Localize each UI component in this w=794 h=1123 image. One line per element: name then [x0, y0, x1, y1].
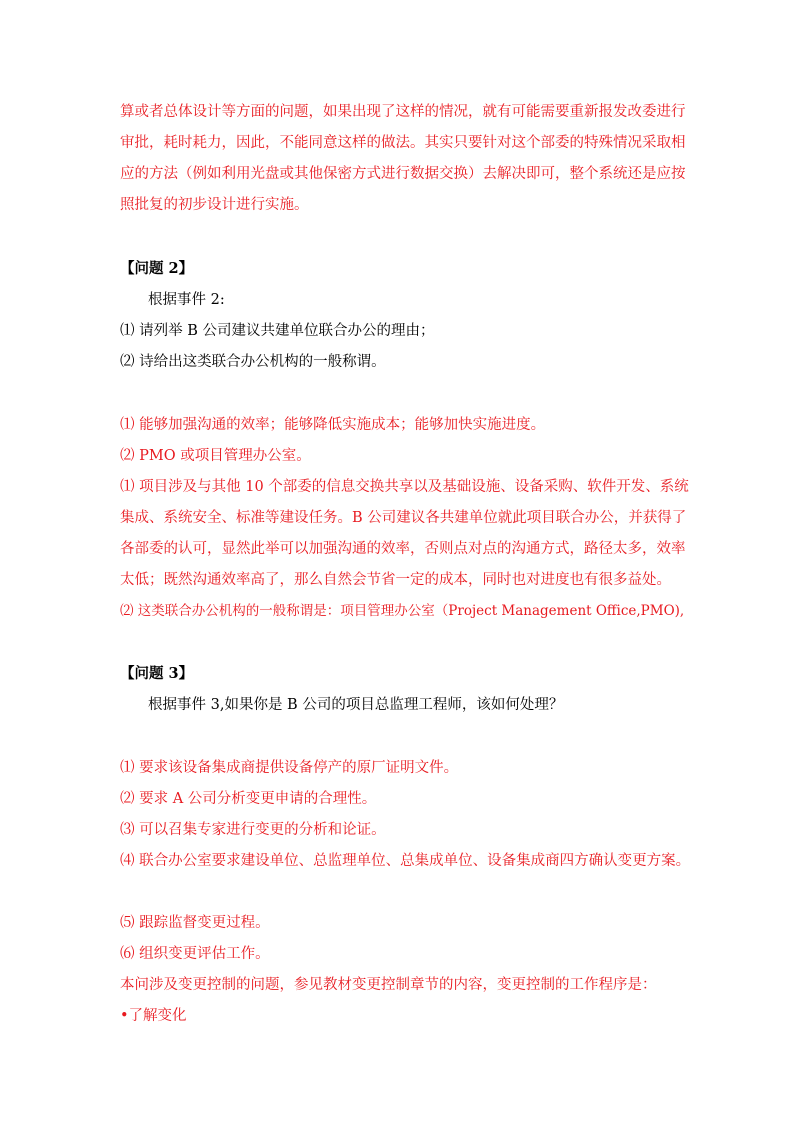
intro-answer-line-1: 算或者总体设计等方面的问题，如果出现了这样的情况，就有可能需要重新报发改委进行: [120, 104, 686, 120]
question-3-answer-1: ⑴ 要求该设备集成商提供设备停产的原厂证明文件。: [120, 760, 459, 776]
intro-answer-line-2: 审批，耗时耗力，因此，不能同意这样的做法。其实只要针对这个部委的特殊情况采取相: [120, 135, 686, 151]
question-2-answer-5: 各部委的认可，显然此举可以加强沟通的效率，否则点对点的沟通方式，路径太多，效率: [120, 541, 686, 557]
question-3-answer-8: •了解变化: [120, 1008, 187, 1024]
question-3-answer-2: ⑵ 要求 A 公司分析变更申请的合理性。: [120, 791, 377, 807]
question-3-answer-5: ⑸ 跟踪监督变更过程。: [120, 915, 270, 931]
question-2-prompt: 根据事件 2:: [148, 292, 225, 308]
question-3-answer-7: 本问涉及变更控制的问题，参见教材变更控制章节的内容，变更控制的工作程序是：: [120, 977, 657, 993]
question-3-answer-6: ⑹ 组织变更评估工作。: [120, 946, 270, 962]
question-2-answer-7: ⑵ 这类联合办公机构的一般称谓是：项目管理办公室（Project Management Office,PMO),: [120, 603, 685, 619]
question-2-answer-3: ⑴ 项目涉及与其他 10 个部委的信息交换共享以及基础设施、设备采购、软件开发、系统: [120, 479, 689, 495]
question-2-item-2: ⑵ 诗给出这类联合办公机构的一般称谓。: [120, 354, 386, 370]
question-3-heading: 【问题 3】: [120, 665, 194, 682]
question-3-answer-4: ⑷ 联合办公室要求建设单位、总监理单位、总集成单位、设备集成商四方确认变更方案。: [120, 853, 691, 869]
question-3-answer-3: ⑶ 可以召集专家进行变更的分析和论证。: [120, 822, 386, 838]
question-2-answer-2: ⑵ PMO 或项目管理办公室。: [120, 448, 311, 464]
question-2-answer-4: 集成、系统安全、标准等建设任务。B 公司建议各共建单位就此项目联合办公，并获得了: [120, 510, 687, 526]
question-2-item-1: ⑴ 请列举 B 公司建议共建单位联合办公的理由；: [120, 323, 435, 339]
question-2-answer-6: 太低；既然沟通效率高了，那么自然会节省一定的成本，同时也对进度也有很多益处。: [120, 572, 671, 588]
question-2-answer-1: ⑴ 能够加强沟通的效率；能够降低实施成本；能够加快实施进度。: [120, 417, 546, 433]
intro-answer-line-3: 应的方法（例如利用光盘或其他保密方式进行数据交换）去解决即可，整个系统还是应按: [120, 166, 686, 182]
intro-answer-line-4: 照批复的初步设计进行实施。: [120, 197, 309, 213]
question-3-prompt: 根据事件 3,如果你是 B 公司的项目总监理工程师，该如何处理？: [148, 697, 564, 713]
question-2-heading: 【问题 2】: [120, 260, 194, 277]
